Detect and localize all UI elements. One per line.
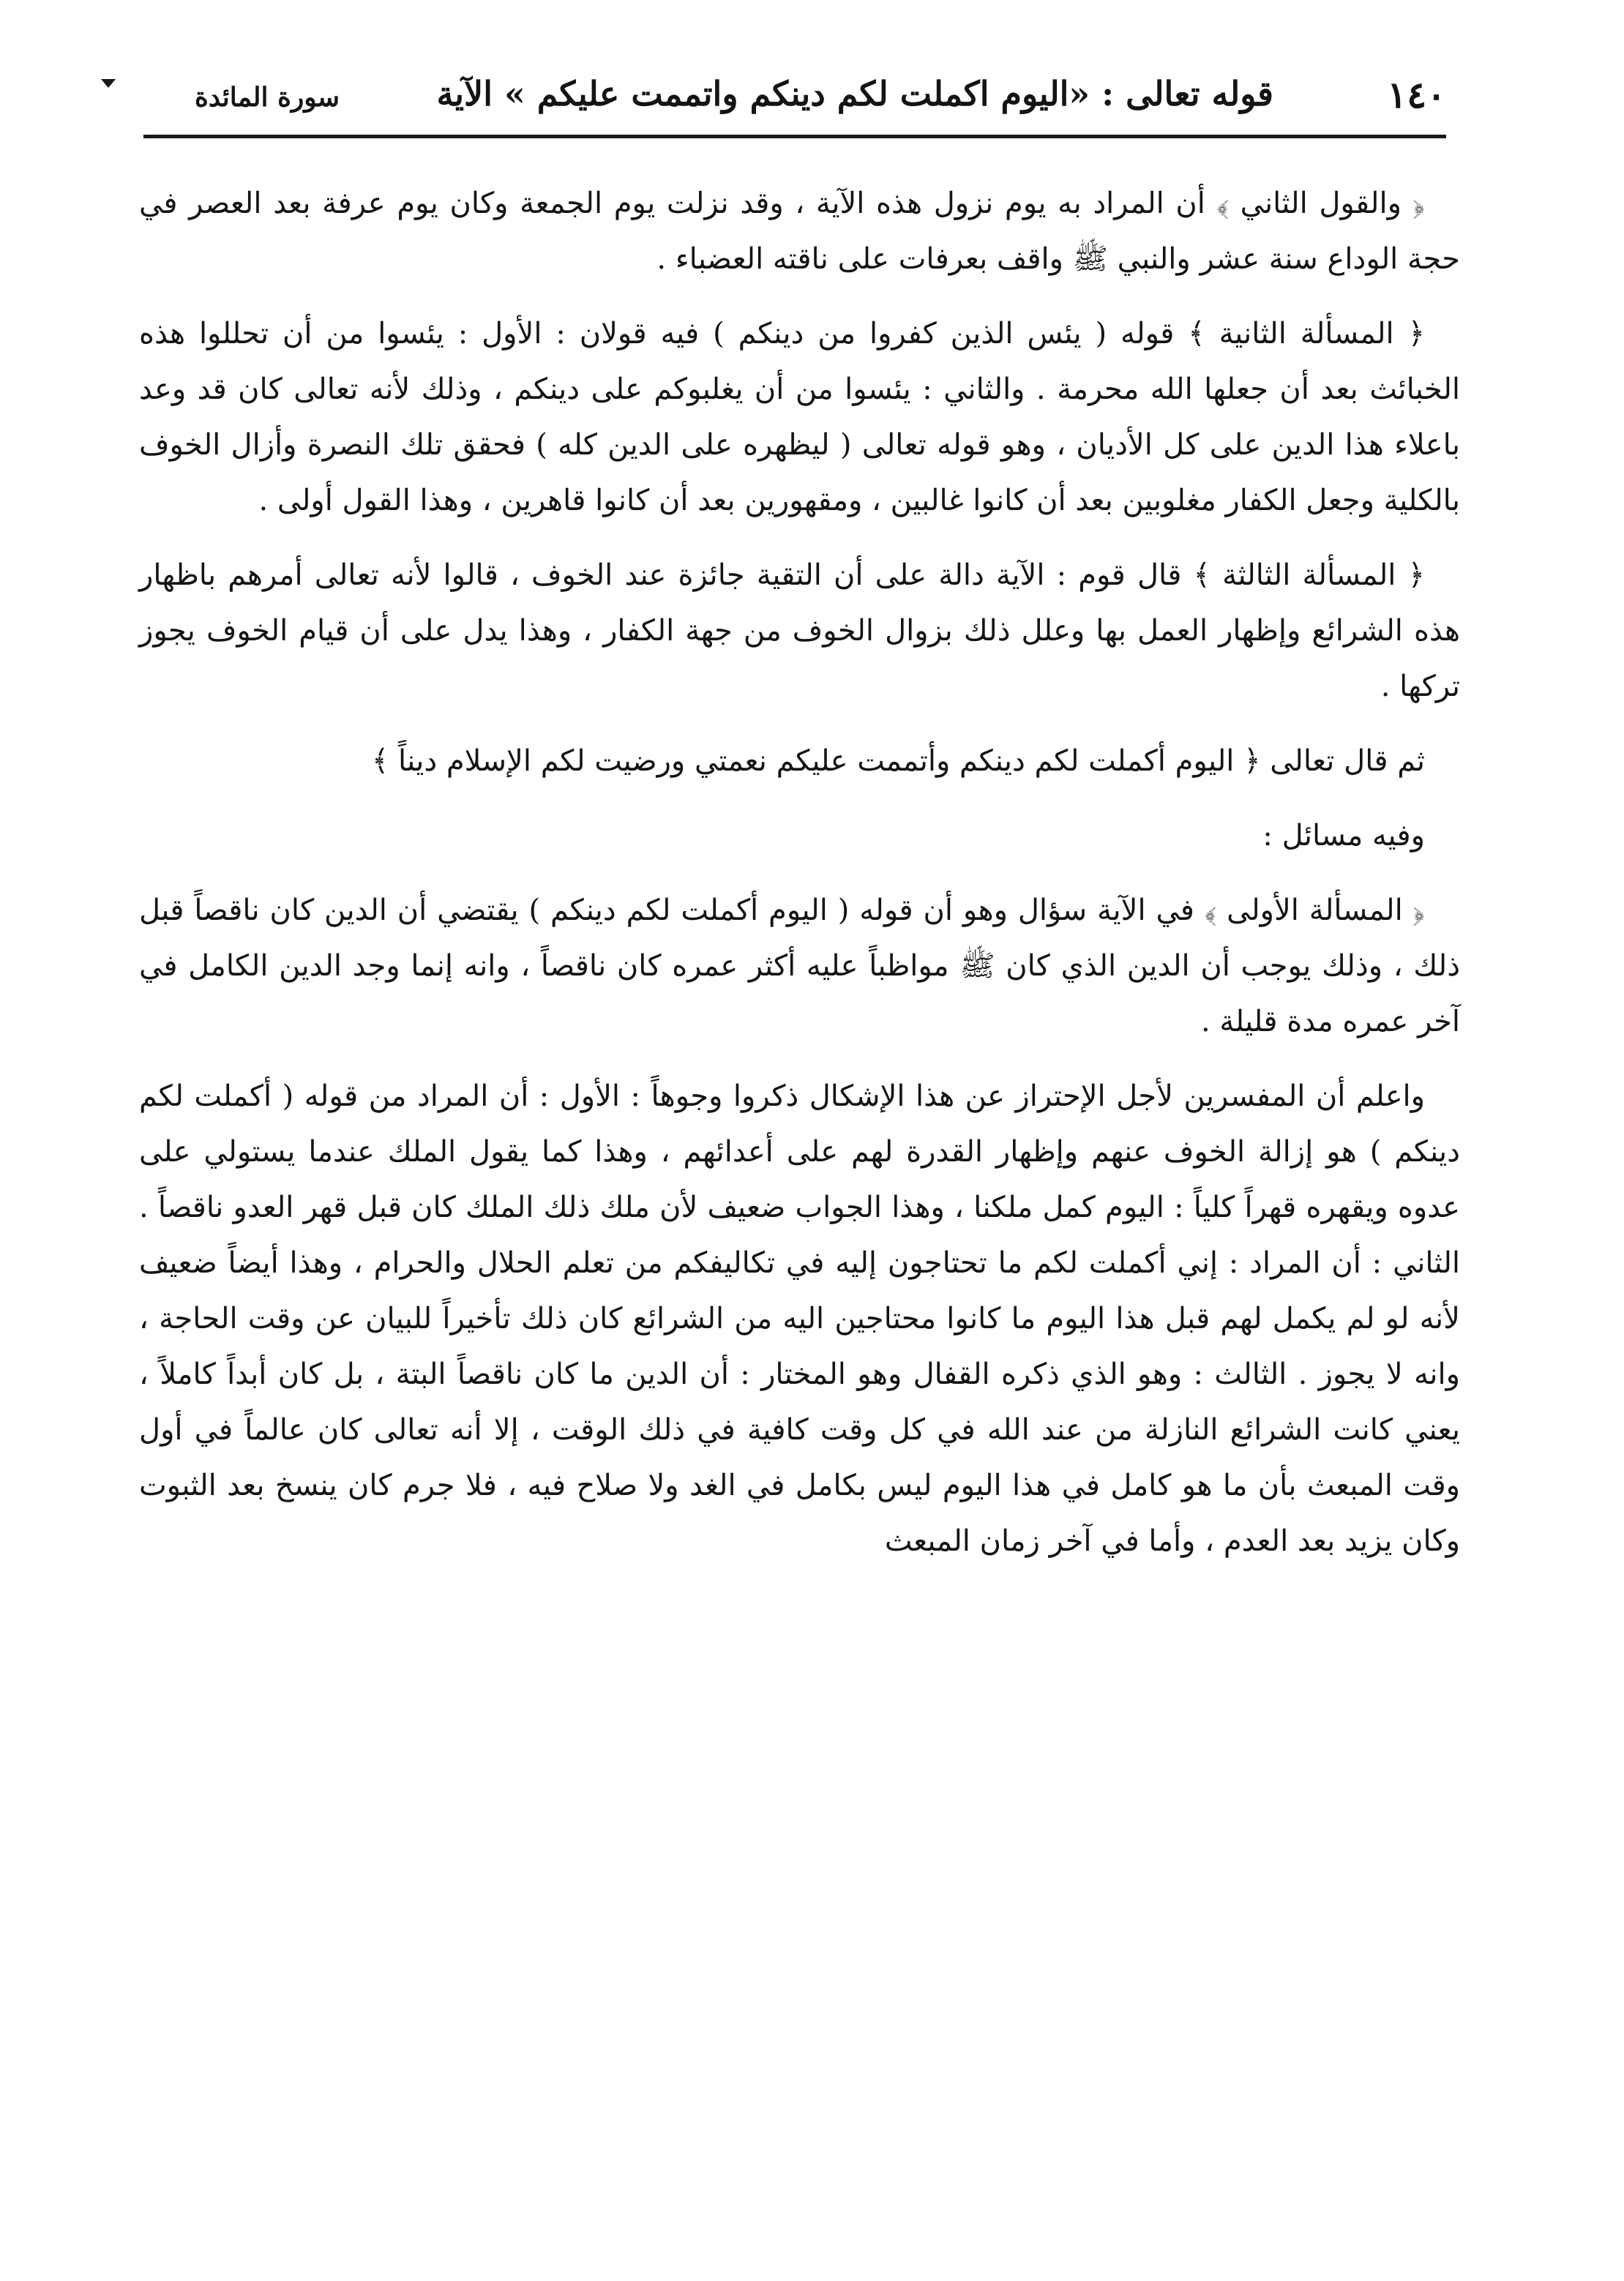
paragraph-second-opinion: ﴿ والقول الثاني ﴾ أن المراد به يوم نزول هذه الآية ، وقد نزلت يوم الجمعة وكان يوم عرفة بعد العصر في حجة الوداع سنة عشر والنبي ﷺ واقف بعرفات على ناقته العضباء . [139,187,1460,276]
surah-name: سورة المائدة [195,82,340,113]
paragraph-issues-intro: وفيه مسائل : [1262,819,1425,853]
paragraph-third-issue: ﴿ المسألة الثالثة ﴾ قال قوم : الآية دالة على أن التقية جائزة عند الخوف ، قالوا لأنه تعالى أمرهم باظهار هذه الشرائع وإظهار العمل بها وعلل ذلك بزوال الخوف من جهة الكفار ، وهذا يدل على أن قيام الخوف يجوز تركها . [139,558,1460,703]
body-text [139,176,1460,2049]
header-rule [143,135,1446,138]
page-number: ١٤٠ [1387,73,1446,116]
paragraph-first-issue: ﴿ المسألة الأولى ﴾ في الآية سؤال وهو أن قوله ( اليوم أكملت لكم دينكم ) يقتضي أن الدين كان ناقصاً قبل ذلك ، وذلك يوجب أن الدين الذي كان ﷺ مواظباً عليه أكثر عمره كان ناقصاً ، وانه إنما وجد الدين الكامل في آخر عمره مدة قليلة . [139,894,1461,1038]
paragraph-verse-quote: ثم قال تعالى ﴿ اليوم أكملت لكم دينكم وأتممت عليكم نعمتي ورضيت لكم الإسلام ديناً ﴾ [371,744,1425,778]
page-header [143,67,1446,126]
running-title: قوله تعالى : «اليوم اكملت لكم دينكم واتممت عليكم » الآية [436,74,1273,113]
paragraph-second-issue: ﴿ المسألة الثانية ﴾ قوله ( يئس الذين كفروا من دينكم ) فيه قولان : الأول : يئسوا من أن تحللوا هذه الخبائث بعد أن جعلها الله محرمة . والثاني : يئسوا من أن يغلبوكم على دينكم ، وذلك لأنه تعالى كان قد وعد باعلاء هذا الدين على كل الأديان ، وهو قوله تعالى ( ليظهره على الدين كله ) فحقق تلك النصرة وأزال الخوف بالكلية وجعل الكفار مغلوبين بعد أن كانوا غالبين ، ومقهورين بعد أن كانوا قاهرين ، وهذا القول أولى . [139,317,1461,517]
corner-mark [101,79,116,88]
paragraph-commentators: واعلم أن المفسرين لأجل الإحتراز عن هذا الإشكال ذكروا وجوهاً : الأول : أن المراد من قوله ( أكملت لكم دينكم ) هو إزالة الخوف عنهم وإظهار القدرة لهم على أعدائهم ، وهذا كما يقول الملك عندما يستولي على عدوه ويقهره قهراً كلياً : اليوم كمل ملكنا ، وهذا الجواب ضعيف لأن ملك ذلك الملك كان قبل قهر العدو ناقصاً . الثاني : أن المراد : إني أكملت لكم ما تحتاجون إليه في تكاليفكم من تعلم الحلال والحرام ، وهذا أيضاً ضعيف لأنه لو لم يكمل لهم قبل هذا اليوم ما كانوا محتاجين اليه من الشرائع كان ذلك تأخيراً للبيان عن وقت الحاجة ، وانه لا يجوز . الثالث : وهو الذي ذكره القفال وهو المختار : أن الدين ما كان ناقصاً البتة ، بل كان أبداً كاملاً ، يعني كانت الشرائع النازلة من عند الله في كل وقت كافية في ذلك الوقت ، إلا أنه تعالى كان عالماً في أول وقت المبعث بأن ما هو كامل في هذا اليوم ليس بكامل في الغد ولا صلاح فيه ، فلا جرم كان ينسخ بعد الثبوت وكان يزيد بعد العدم ، وأما في آخر زمان المبعث [139,1079,1461,1558]
